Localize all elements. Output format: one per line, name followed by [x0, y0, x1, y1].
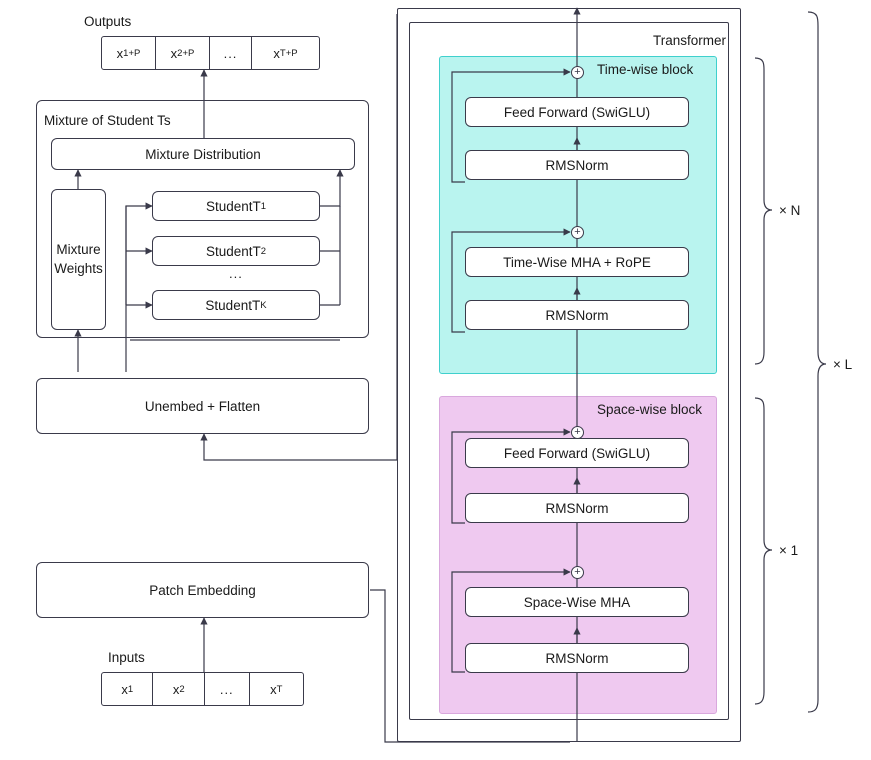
spacewise-rmsnorm-lower[interactable]: RMSNorm: [465, 643, 689, 673]
residual-add-timewise-upper: +: [571, 66, 584, 79]
output-token-0-sub: 1+P: [123, 47, 141, 59]
spacewise-block-label: Space-wise block: [597, 402, 703, 417]
student-t-k-sub: K: [260, 299, 267, 311]
patch-embedding-box[interactable]: Patch Embedding: [36, 562, 369, 618]
output-token-3: [252, 37, 319, 69]
input-token-0-text: x: [121, 681, 128, 697]
output-token-0: [102, 37, 156, 69]
repeat-1-label: × 1: [779, 543, 799, 558]
mixture-of-student-ts-label: Mixture of Student Ts: [44, 113, 171, 128]
spacewise-feed-forward[interactable]: Feed Forward (SwiGLU): [465, 438, 689, 468]
outputs-label: Outputs: [84, 14, 132, 29]
mixture-weights-label: Mixture Weights: [54, 242, 103, 276]
output-token-3-sub: T+P: [279, 47, 298, 59]
input-token-1-sub: 2: [179, 683, 185, 695]
transformer-title: Transformer: [653, 33, 727, 48]
inputs-label: Inputs: [108, 650, 145, 665]
student-t-2-sub: 2: [260, 245, 267, 257]
input-token-0: [102, 673, 153, 705]
output-token-1-text: x: [170, 45, 178, 61]
student-t-1-name: StudentT: [205, 198, 261, 214]
output-token-1: [156, 37, 210, 69]
repeat-n-label: × N: [779, 203, 801, 218]
inputs-token-row: [101, 672, 304, 706]
student-t-2-name: StudentT: [205, 243, 261, 259]
output-token-1-sub: 2+P: [177, 47, 195, 59]
unembed-flatten-box[interactable]: Unembed + Flatten: [36, 378, 369, 434]
residual-add-spacewise-lower: +: [571, 566, 584, 579]
input-token-3-sub: T: [276, 683, 283, 695]
outputs-token-row: [101, 36, 320, 70]
repeat-l-label: × L: [833, 357, 853, 372]
student-t-1-sub: 1: [260, 200, 267, 212]
residual-add-timewise-lower: +: [571, 226, 584, 239]
timewise-block-label: Time-wise block: [597, 62, 694, 77]
timewise-mha-rope[interactable]: Time-Wise MHA + RoPE: [465, 247, 689, 277]
output-token-0-text: x: [116, 45, 124, 61]
timewise-rmsnorm-lower[interactable]: RMSNorm: [465, 300, 689, 330]
mixture-distribution-box[interactable]: Mixture Distribution: [51, 138, 355, 170]
timewise-feed-forward[interactable]: Feed Forward (SwiGLU): [465, 97, 689, 127]
student-t-2-box[interactable]: [152, 236, 320, 266]
student-t-k-name: StudentT: [205, 297, 261, 313]
timewise-rmsnorm-upper[interactable]: RMSNorm: [465, 150, 689, 180]
spacewise-rmsnorm-upper[interactable]: RMSNorm: [465, 493, 689, 523]
student-t-1-box[interactable]: [152, 191, 320, 221]
input-token-1: [153, 673, 204, 705]
students-ellipsis: ...: [229, 266, 243, 281]
input-token-3: [250, 673, 303, 705]
student-t-k-box[interactable]: [152, 290, 320, 320]
output-token-3-text: x: [273, 45, 280, 61]
input-token-1-text: x: [172, 681, 180, 697]
output-token-ellipsis: ...: [210, 37, 252, 69]
residual-add-spacewise-upper: +: [571, 426, 584, 439]
input-token-3-text: x: [270, 681, 277, 697]
input-token-0-sub: 1: [127, 683, 134, 695]
spacewise-mha[interactable]: Space-Wise MHA: [465, 587, 689, 617]
mixture-weights-box[interactable]: [51, 189, 106, 330]
input-token-ellipsis: ...: [205, 673, 250, 705]
